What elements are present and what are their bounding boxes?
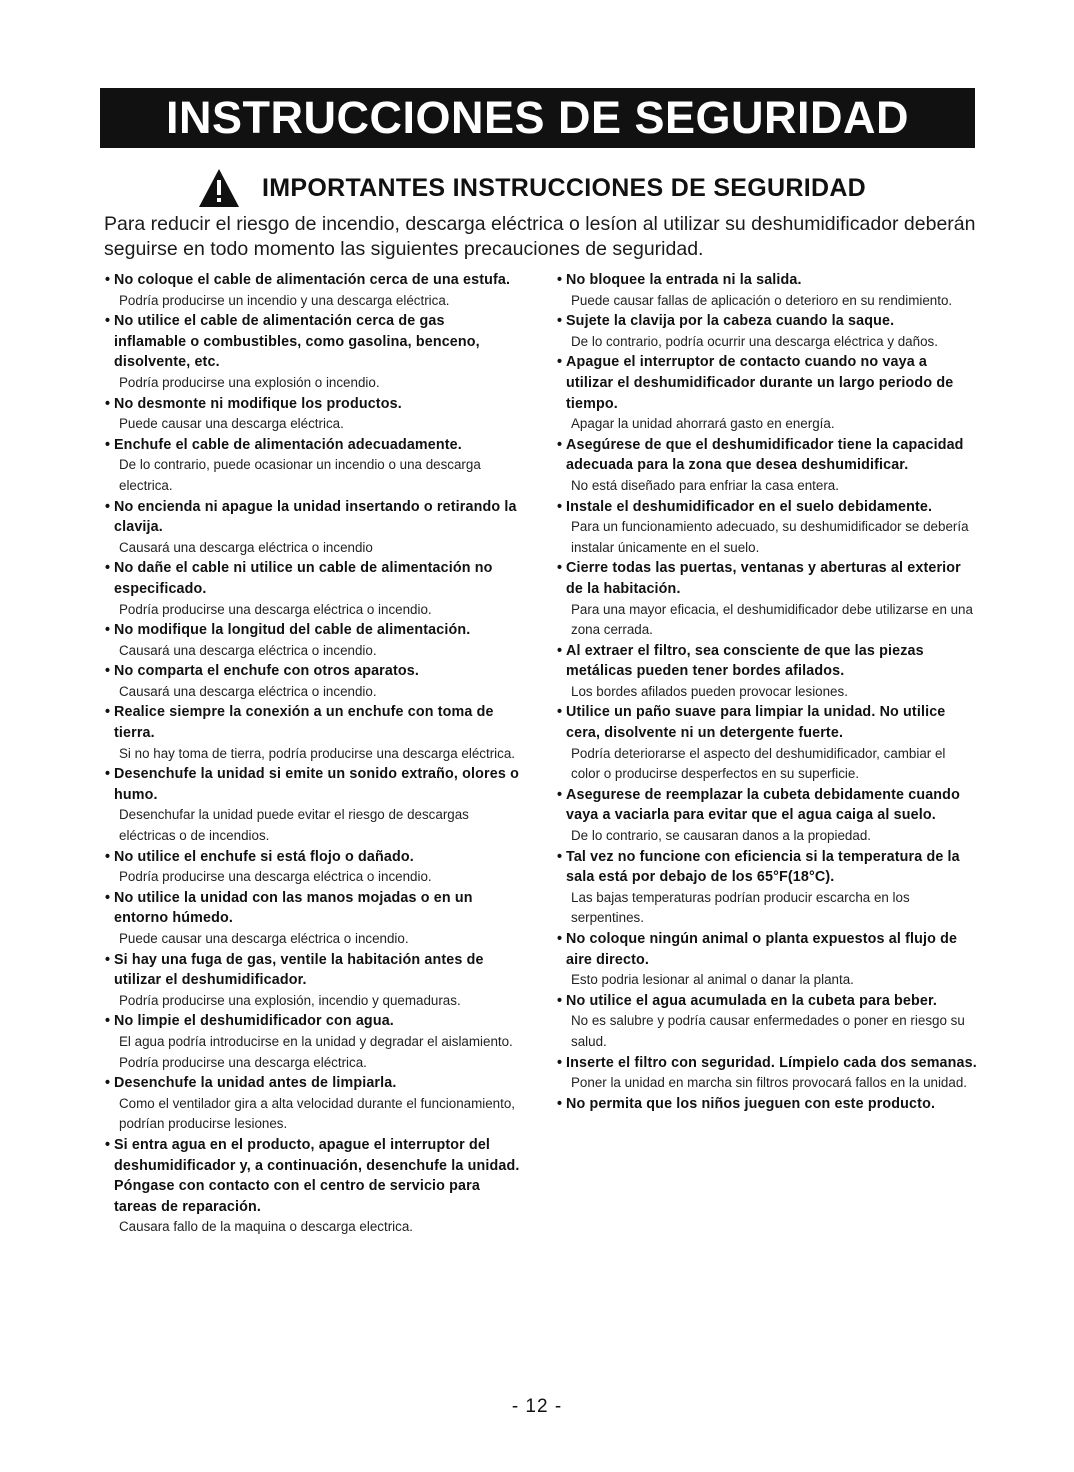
safety-item: • Utilice un paño suave para limpiar la unidad. No utilice cera, disolvente ni un detergente fuerte. Podría deteriorarse el aspecto del deshumidificador, cambiar el color o producirse desperfectos en su superficie.	[552, 702, 977, 784]
safety-item-body: De lo contrario, podría ocurrir una descarga eléctrica y daños.	[571, 333, 938, 349]
safety-item: • No bloquee la entrada ni la salida. Puede causar fallas de aplicación o deterioro en su rendimiento.	[552, 270, 977, 311]
safety-item-title: Asegúrese de que el deshumidificador tiene la capacidad adecuada para la zona que desea deshumidificar.	[566, 436, 964, 474]
safety-item-body: Podría producirse una descarga eléctrica o incendio.	[119, 869, 432, 885]
safety-item-body: Puede causar fallas de aplicación o deterioro en su rendimiento.	[571, 292, 953, 308]
safety-item: • No permita que los niños jueguen con este producto.	[557, 1095, 936, 1112]
safety-item-title: No utilice el enchufe si está flojo o dañado.	[114, 848, 414, 865]
page-number: - 12 -	[511, 1396, 563, 1417]
left-column	[100, 270, 520, 1238]
safety-item-body: Causara fallo de la maquina o descarga electrica.	[119, 1219, 414, 1235]
safety-item: • Inserte el filtro con seguridad. Límpielo cada dos semanas. Poner la unidad en marcha sin filtros provocará fallos en la unidad.	[552, 1053, 977, 1094]
safety-item: • Cierre todas las puertas, ventanas y aberturas al exterior de la habitación. Para una mayor eficacia, el deshumidificador debe utilizarse en una zona cerrada.	[552, 558, 977, 640]
safety-item-body: Para una mayor eficacia, el deshumidificador debe utilizarse en una zona cerrada.	[571, 601, 973, 638]
safety-item: • Sujete la clavija por la cabeza cuando la saque. De lo contrario, podría ocurrir una descarga eléctrica y daños.	[552, 311, 977, 352]
safety-item: • No utilice la unidad con las manos mojadas o en un entorno húmedo. Puede causar una descarga eléctrica o incendio.	[100, 888, 520, 950]
banner-title: INSTRUCCIONES DE SEGURIDAD	[100, 88, 975, 148]
subtitle	[198, 166, 866, 210]
safety-item-body: Causará una descarga eléctrica o incendio.	[119, 642, 377, 658]
safety-item-body: Podría producirse una explosión, incendio y quemaduras.	[119, 992, 461, 1008]
safety-item-body: No está diseñado para enfriar la casa entera.	[571, 477, 839, 493]
safety-item: • Tal vez no funcione con eficiencia si la temperatura de la sala está por debajo de los 65°F(18°C). Las bajas temperaturas podrían producir escarcha en los serpentines.	[552, 847, 977, 929]
safety-item: • No utilice el enchufe si está flojo o dañado. Podría producirse una descarga eléctrica o incendio.	[100, 847, 520, 888]
safety-item-title: Utilice un paño suave para limpiar la unidad. No utilice cera, disolvente ni un detergente fuerte.	[566, 704, 946, 742]
safety-item-title: No dañe el cable ni utilice un cable de alimentación no especificado.	[114, 560, 493, 597]
safety-item: • Al extraer el filtro, sea consciente de que las piezas metálicas pueden tener bordes afilados. Los bordes afilados pueden provocar lesiones.	[552, 641, 977, 703]
safety-item: • Realice siempre la conexión a un enchufe con toma de tierra. Si no hay toma de tierra, podría producirse una descarga eléctrica.	[100, 702, 520, 764]
safety-item-body: El agua podría introducirse en la unidad y degradar el aislamiento. Podría producirse una descarga eléctrica.	[119, 1033, 513, 1070]
safety-item-title: Desenchufe la unidad si emite un sonido extraño, olores o humo.	[114, 766, 519, 803]
safety-item-body: Podría producirse una explosión o incendio.	[119, 374, 380, 390]
safety-item-body: Para un funcionamiento adecuado, su deshumidificador se debería instalar únicamente en el suelo.	[571, 519, 969, 555]
safety-item: • Instale el deshumidificador en el suelo debidamente. Para un funcionamiento adecuado, su deshumidificador se debería instalar únicamente en el suelo.	[552, 497, 977, 559]
safety-item-body: Como el ventilador gira a alta velocidad durante el funcionamiento, podrían producirse lesiones.	[119, 1095, 516, 1132]
safety-item-title: Inserte el filtro con seguridad. Límpielo cada dos semanas.	[566, 1054, 977, 1071]
safety-item-body: Si no hay toma de tierra, podría producirse una descarga eléctrica.	[119, 745, 515, 761]
safety-item-body: Podría producirse una descarga eléctrica o incendio.	[119, 601, 432, 617]
safety-item-title: No bloquee la entrada ni la salida.	[566, 272, 802, 288]
safety-item-title: Apague el interruptor de contacto cuando no vaya a utilizar el deshumidificador durante un largo periodo de tiempo.	[566, 354, 954, 412]
safety-item-body: Podría deteriorarse el aspecto del deshumidificador, cambiar el color o producirse desperfectos en su superficie.	[571, 745, 946, 782]
safety-item-title: Al extraer el filtro, sea consciente de que las piezas metálicas pueden tener bordes afilados.	[566, 642, 924, 680]
safety-item: • No modifique la longitud del cable de alimentación. Causará una descarga eléctrica o incendio.	[100, 620, 520, 661]
safety-item: • No limpie el deshumidificador con agua. El agua podría introducirse en la unidad y degradar el aislamiento. Podría producirse una descarga eléctrica.	[100, 1011, 520, 1073]
safety-item-body: De lo contrario, se causaran danos a la propiedad.	[571, 828, 871, 844]
safety-item-body: Puede causar una descarga eléctrica.	[119, 416, 344, 432]
safety-item-body: De lo contrario, puede ocasionar un incendio o una descarga electrica.	[119, 457, 481, 493]
safety-item-body: Desenchufar la unidad puede evitar el riesgo de descargas eléctricas o de incendios.	[119, 807, 469, 844]
safety-item: • No comparta el enchufe con otros aparatos. Causará una descarga eléctrica o incendio.	[100, 661, 520, 702]
intro-paragraph: Para reducir el riesgo de incendio, descarga eléctrica o lesíon al utilizar su deshumidificador deberán seguirse en todo momento las siguientes precauciones de seguridad.	[104, 213, 976, 260]
safety-item-title: No comparta el enchufe con otros aparatos.	[114, 663, 420, 680]
safety-item-title: Cierre todas las puertas, ventanas y aberturas al exterior de la habitación.	[566, 560, 961, 597]
safety-item-title: No coloque ningún animal o planta expuestos al flujo de aire directo.	[566, 931, 958, 968]
safety-item-title: No modifique la longitud del cable de alimentación.	[114, 622, 471, 639]
safety-item: • Asegúrese de que el deshumidificador tiene la capacidad adecuada para la zona que desea deshumidificar. No está diseñado para enfriar la casa entera.	[552, 435, 977, 497]
safety-item-title: No utilice el cable de alimentación cerca de gas inflamable o combustibles, como gasolina, benceno, disolvente, etc.	[114, 313, 480, 371]
safety-item-title: Instale el deshumidificador en el suelo debidamente.	[566, 498, 933, 515]
safety-item-title: Enchufe el cable de alimentación adecuadamente.	[114, 436, 462, 453]
safety-item: • No utilice el cable de alimentación cerca de gas inflamable o combustibles, como gasolina, benceno, disolvente, etc. Podría producirse una explosión o incendio.	[100, 311, 520, 393]
safety-item: • Desenchufe la unidad si emite un sonido extraño, olores o humo. Desenchufar la unidad puede evitar el riesgo de descargas eléctricas o de incendios.	[100, 764, 520, 846]
safety-item: • Enchufe el cable de alimentación adecuadamente. De lo contrario, puede ocasionar un incendio o una descarga electrica.	[100, 435, 520, 497]
safety-item-title: Desenchufe la unidad antes de limpiarla.	[114, 1075, 397, 1092]
safety-item: • No dañe el cable ni utilice un cable de alimentación no especificado. Podría producirse una descarga eléctrica o incendio.	[100, 558, 520, 620]
safety-item-title: Tal vez no funcione con eficiencia si la temperatura de la sala está por debajo de los 65°F(18°C).	[566, 848, 960, 886]
safety-item-title: No desmonte ni modifique los productos.	[114, 395, 402, 412]
warning-icon	[198, 168, 240, 208]
safety-item-body: Las bajas temperaturas podrían producir escarcha en los serpentines.	[571, 889, 910, 926]
safety-item-title: Sujete la clavija por la cabeza cuando la saque.	[566, 313, 895, 330]
safety-item-body: Poner la unidad en marcha sin filtros provocará fallos en la unidad.	[571, 1075, 967, 1091]
safety-item-body: Apagar la unidad ahorrará gasto en energía.	[571, 416, 835, 432]
safety-item-title: No utilice la unidad con las manos mojadas o en un entorno húmedo.	[114, 889, 473, 927]
safety-item-body: Causará una descarga eléctrica o incendio	[119, 539, 373, 555]
safety-item: • Apague el interruptor de contacto cuando no vaya a utilizar el deshumidificador durante un largo periodo de tiempo. Apagar la unidad ahorrará gasto en energía.	[552, 352, 977, 434]
safety-item: • Desenchufe la unidad antes de limpiarla. Como el ventilador gira a alta velocidad durante el funcionamiento, podrían producirse lesiones.	[100, 1073, 520, 1135]
right-column	[552, 270, 977, 1114]
safety-item: • No encienda ni apague la unidad insertando o retirando la clavija. Causará una descarga eléctrica o incendio	[100, 497, 520, 559]
safety-item: • No desmonte ni modifique los productos. Puede causar una descarga eléctrica.	[100, 394, 520, 435]
safety-item-body: Puede causar una descarga eléctrica o incendio.	[119, 931, 409, 946]
safety-item: • Asegurese de reemplazar la cubeta debidamente cuando vaya a vaciarla para evitar que el agua caiga al suelo. De lo contrario, se causaran danos a la propiedad.	[552, 785, 977, 847]
safety-item-body: Esto podria lesionar al animal o danar la planta.	[571, 972, 854, 988]
safety-item-title: No utilice el agua acumulada en la cubeta para beber.	[566, 992, 938, 1009]
safety-item-title: Si entra agua en el producto, apague el interruptor del deshumidificador y, a continuación, desenchufe la unidad. Póngase con contacto con el centro de servicio para tareas de reparación.	[114, 1136, 520, 1215]
safety-item-body: No es salubre y podría causar enfermedades o poner en riesgo su salud.	[571, 1013, 965, 1049]
safety-item: • No coloque ningún animal o planta expuestos al flujo de aire directo. Esto podria lesionar al animal o danar la planta.	[552, 929, 977, 991]
safety-item-title: No encienda ni apague la unidad insertando o retirando la clavija.	[114, 498, 517, 536]
safety-item-title: No limpie el deshumidificador con agua.	[114, 1013, 394, 1030]
safety-item-body: Causará una descarga eléctrica o incendio.	[119, 683, 377, 699]
safety-item-title: Realice siempre la conexión a un enchufe con toma de tierra.	[114, 704, 494, 742]
safety-item-body: Podría producirse un incendio y una descarga eléctrica.	[119, 292, 450, 308]
safety-item-body: Los bordes afilados pueden provocar lesiones.	[571, 683, 848, 699]
safety-item-title: Si hay una fuga de gas, ventile la habitación antes de utilizar el deshumidificador.	[114, 951, 484, 989]
safety-item: • No coloque el cable de alimentación cerca de una estufa. Podría producirse un incendio y una descarga eléctrica.	[100, 270, 520, 311]
safety-item-title: No coloque el cable de alimentación cerca de una estufa.	[114, 272, 511, 288]
subtitle-text: IMPORTANTES INSTRUCCIONES DE SEGURIDAD	[262, 173, 867, 202]
safety-item: • Si hay una fuga de gas, ventile la habitación antes de utilizar el deshumidificador. Podría producirse una explosión, incendio y quemaduras.	[100, 950, 520, 1012]
safety-item: • Si entra agua en el producto, apague el interruptor del deshumidificador y, a continuación, desenchufe la unidad. Póngase con contacto con el centro de servicio para tareas de reparación. Causara fallo de la maquina o descarga electrica.	[100, 1135, 520, 1238]
safety-item-title: No permita que los niños jueguen con este producto.	[566, 1095, 936, 1112]
safety-item: • No utilice el agua acumulada en la cubeta para beber. No es salubre y podría causar enfermedades o poner en riesgo su salud.	[552, 991, 977, 1053]
safety-item-title: Asegurese de reemplazar la cubeta debidamente cuando vaya a vaciarla para evitar que el agua caiga al suelo.	[566, 786, 960, 824]
